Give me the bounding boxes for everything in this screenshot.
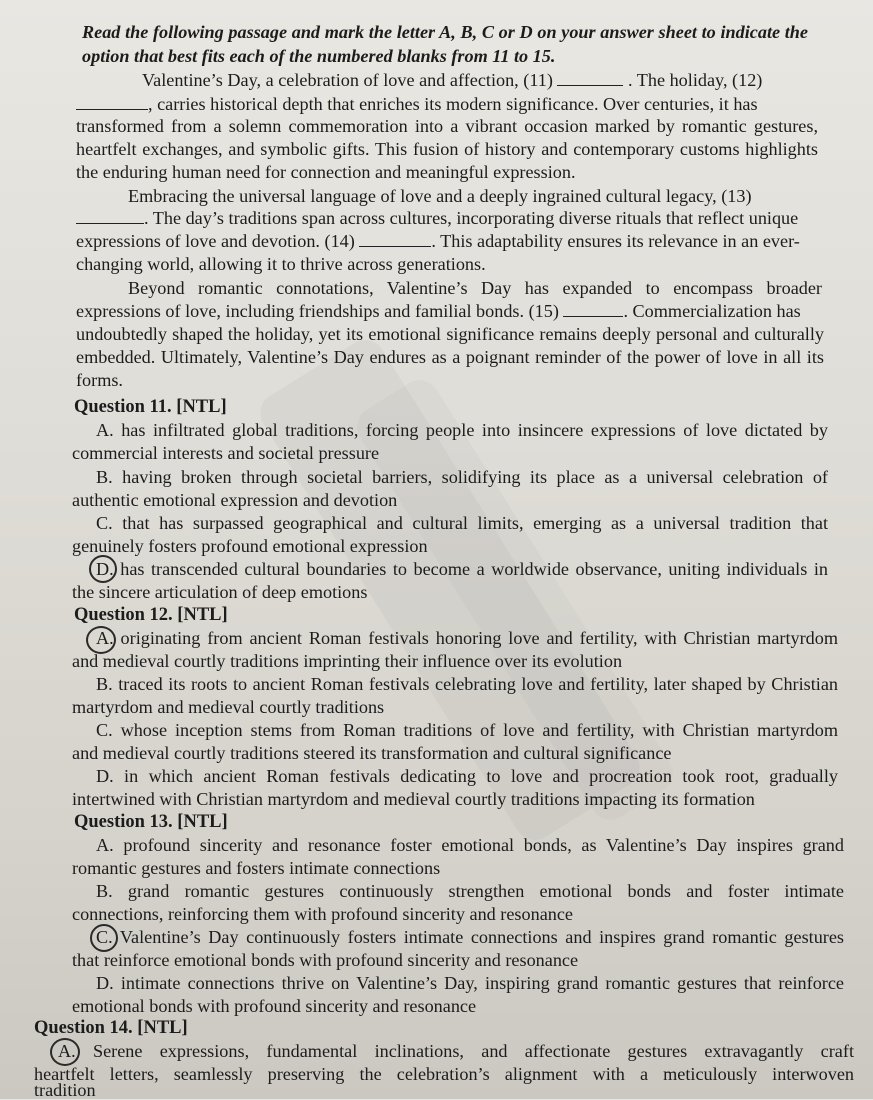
passage-p1-line-5: the enduring human need for connection and meaningful expression. <box>76 162 576 182</box>
q12-option-a-line-1[interactable]: A. originating from ancient Roman festivals honoring love and fertility, with Christian martyrdom <box>96 628 838 648</box>
passage-p2-line-2 <box>76 208 818 228</box>
passage-p3-line-2 <box>76 301 801 321</box>
q14-option-a-line-1[interactable]: A. Serene expressions, fundamental inclinations, and affectionate gestures extravagantly craft <box>58 1041 854 1061</box>
instruction-line-2: option that best fits each of the numbered blanks from 11 to 15. <box>82 46 556 66</box>
passage-p1-line-2 <box>76 94 818 114</box>
q11-option-d-line-2: the sincere articulation of deep emotions <box>72 582 368 602</box>
p3-text-3: . Commercialization has <box>623 301 801 321</box>
q11-option-a-line-2: commercial interests and societal pressure <box>72 443 380 463</box>
q13-option-d-line-1[interactable]: D. intimate connections thrive on Valentine’s Day, inspiring grand romantic gestures that reinforce <box>96 973 844 993</box>
q12-option-c-line-2: and medieval courtly traditions steered its transformation and cultural significance <box>72 743 672 763</box>
q14-option-a-line-3: tradition <box>34 1080 96 1100</box>
passage-p2-line-1: Embracing the universal language of love and a deeply ingrained cultural legacy, (13) <box>128 186 752 206</box>
q12-option-a-line-2: and medieval courtly traditions imprinting their influence over its evolution <box>72 651 623 671</box>
q13-option-c-line-2: that reinforce emotional bonds with profound sincerity and resonance <box>72 950 579 970</box>
p1-text-3: , carries historical depth that enriches its modern significance. Over centuries, it has <box>148 94 758 114</box>
question-13-title: Question 13. [NTL] <box>74 812 228 832</box>
q13-option-c-line-1[interactable]: C. Valentine’s Day continuously fosters intimate connections and inspires grand romantic gestures <box>96 927 844 947</box>
passage-p1-line-4: heartfelt exchanges, and symbolic gifts. This fusion of history and contemporary customs highlights <box>76 139 818 159</box>
q13-option-a-line-2: romantic gestures and fosters intimate connections <box>72 858 441 878</box>
question-14-title: Question 14. [NTL] <box>34 1018 188 1038</box>
q11-option-b-line-1[interactable]: B. having broken through societal barriers, solidifying its place as a universal celebration of <box>96 467 828 487</box>
q12-option-b-line-1[interactable]: B. traced its roots to ancient Roman festivals celebrating love and fertility, later shaped by Christian <box>96 674 838 694</box>
q11-option-c-line-1[interactable]: C. that has surpassed geographical and cultural limits, emerging as a universal tradition that <box>96 513 828 533</box>
blank-11 <box>557 71 623 86</box>
question-12-title: Question 12. [NTL] <box>74 605 228 625</box>
q13-option-b-line-2: connections, reinforcing them with profound sincerity and resonance <box>72 904 574 924</box>
q12-option-d-line-1[interactable]: D. in which ancient Roman festivals dedicating to love and procreation took root, gradually <box>96 766 838 786</box>
blank-12 <box>76 95 148 110</box>
q14-option-a-line-2: heartfelt letters, seamlessly preserving the celebration’s alignment with a meticulously interwoven <box>34 1064 854 1084</box>
blank-15 <box>563 302 623 317</box>
q12-option-b-line-2: martyrdom and medieval courtly traditions <box>72 697 385 717</box>
passage-p2-line-4: changing world, allowing it to thrive across generations. <box>76 254 486 274</box>
passage-p3-line-3: undoubtedly shaped the holiday, yet its emotional significance remains deeply personal and culturally <box>76 324 824 344</box>
q12-option-c-line-1[interactable]: C. whose inception stems from Roman traditions of love and fertility, with Christian martyrdom <box>96 720 838 740</box>
p2-text-4: . This adaptability ensures its relevance in an ever- <box>431 231 800 251</box>
q11-option-d-line-1[interactable]: D. has transcended cultural boundaries to become a worldwide observance, uniting individuals in <box>96 559 828 579</box>
instruction-line-1: Read the following passage and mark the letter A, B, C or D on your answer sheet to indicate the <box>82 22 808 42</box>
p2-text-3: expressions of love and devotion. (14) <box>76 231 355 251</box>
p1-text-1: Valentine’s Day, a celebration of love and affection, (11) <box>142 70 553 90</box>
q12-option-d-line-2: intertwined with Christian martyrdom and medieval courtly traditions impacting its formation <box>72 789 755 809</box>
q14-answer-circle <box>50 1038 80 1066</box>
passage-p1-line-3: transformed from a solemn commemoration into a vibrant occasion marked by romantic gestures, <box>76 116 818 136</box>
question-11-title: Question 11. [NTL] <box>74 397 227 417</box>
q13-answer-circle <box>90 924 118 952</box>
passage-p2-line-3 <box>76 231 800 251</box>
p3-text-2: expressions of love, including friendships and familial bonds. (15) <box>76 301 559 321</box>
q11-answer-circle <box>89 555 117 583</box>
blank-13 <box>76 209 144 224</box>
q13-option-d-line-2: emotional bonds with profound sincerity and resonance <box>72 996 477 1016</box>
p2-text-2: . The day’s traditions span across cultures, incorporating diverse rituals that reflect unique <box>144 208 799 228</box>
q11-option-c-line-2: genuinely fosters profound emotional expression <box>72 536 428 556</box>
blank-14 <box>359 232 431 247</box>
q13-option-b-line-1[interactable]: B. grand romantic gestures continuously strengthen emotional bonds and foster intimate <box>96 881 844 901</box>
p1-text-2: . The holiday, (12) <box>628 70 763 90</box>
q11-option-a-line-1[interactable]: A. has infiltrated global traditions, forcing people into insincere expressions of love dictated by <box>96 420 828 440</box>
passage-p3-line-4: embedded. Ultimately, Valentine’s Day endures as a poignant reminder of the power of love in all its <box>76 347 824 367</box>
q11-option-b-line-2: authentic emotional expression and devotion <box>72 490 398 510</box>
passage-p3-line-5: forms. <box>76 370 123 390</box>
q12-answer-circle <box>86 626 116 654</box>
passage-p1-line-1 <box>142 70 762 90</box>
q13-option-a-line-1[interactable]: A. profound sincerity and resonance foster emotional bonds, as Valentine’s Day inspires grand <box>96 835 844 855</box>
passage-p3-line-1: Beyond romantic connotations, Valentine’s Day has expanded to encompass broader <box>128 278 822 298</box>
